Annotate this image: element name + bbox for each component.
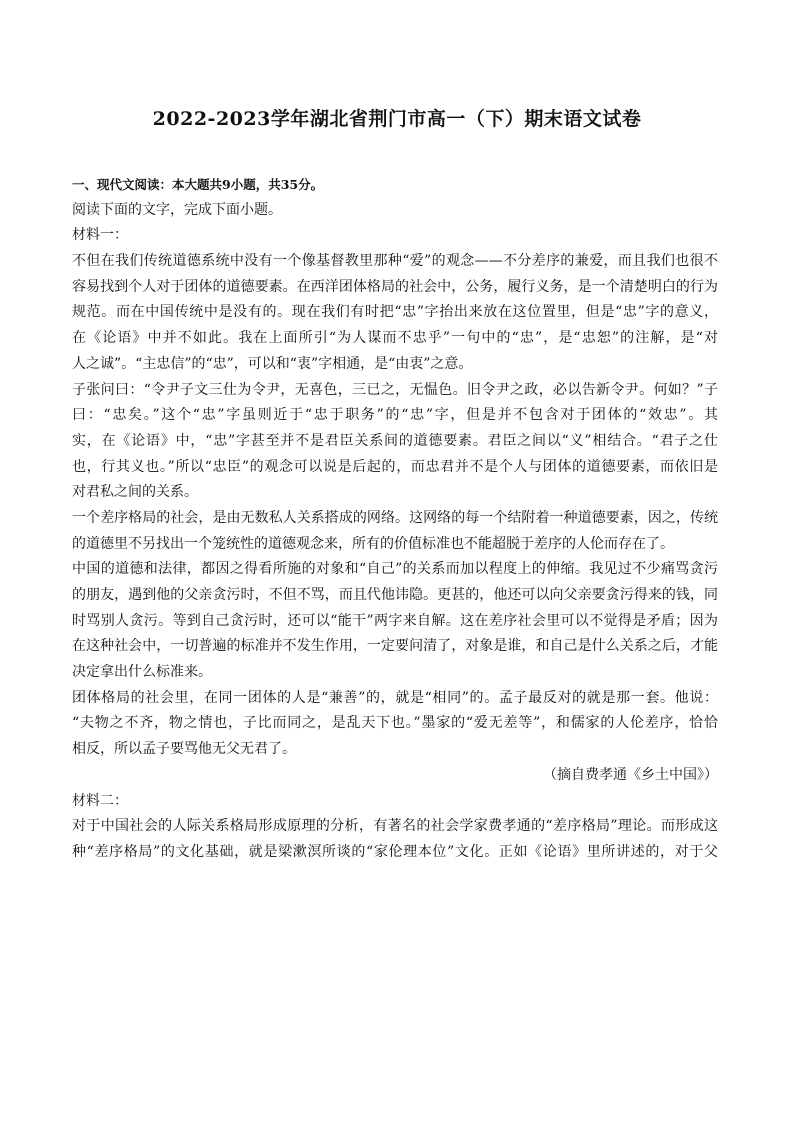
paragraph-line: 对君私之间的关系。 (72, 484, 198, 501)
paragraph-line: 对于中国社会的人际关系格局形成原理的分析，有著名的社会学家费孝通的“差序格局”理论。而形成这 (72, 818, 718, 835)
instruction-text: 阅读下面的文字，完成下面小题。 (72, 201, 282, 218)
paragraph-line: 在这种社会中，一切普遍的标准并不发生作用，一定要问清了，对象是谁，和自己是什么关系之后，才能 (72, 638, 718, 655)
exam-title: 2022-2023学年湖北省荆门市高一（下）期末语文试卷 (152, 108, 642, 130)
material2-body (72, 814, 718, 865)
material1-source: （摘自费孝通《乡土中国》） (543, 766, 718, 783)
material1-label: 材料一： (72, 227, 128, 244)
paragraph-line: 时骂别人贪污。等到自己贪污时，还可以“能干”两字来自解。这在差序社会里可以不觉得是矛盾；因为 (72, 612, 718, 629)
paragraph-line: 一个差序格局的社会，是由无数私人关系搭成的网络。这网络的每一个结附着一种道德要素，因之，传统 (72, 509, 718, 526)
paragraph-line: 在《论语》中并不如此。我在上面所引“为人谋而不忠乎”一句中的“忠”，是“忠恕”的注解，是“对 (72, 330, 718, 347)
paragraph-line: 团体格局的社会里，在同一团体的人是“兼善”的，就是“相同”的。孟子最反对的就是那一套。他说： (72, 689, 718, 706)
paragraph-line: 种“差序格局”的文化基础，就是梁漱溟所谈的“家伦理本位”文化。正如《论语》里所讲述的，对于父 (72, 843, 718, 860)
material1-body (72, 249, 718, 763)
paragraph-line: 人之诚”。“主忠信”的“忠”，可以和“衷”字相通，是“由衷”之意。 (72, 355, 473, 372)
paragraph-line: 容易找到个人对于团体的道德要素。在西洋团体格局的社会中，公务，履行义务，是一个清楚明白的行为 (72, 278, 718, 295)
section-header: 一、现代文阅读：本大题共9小题，共35分。 (72, 177, 324, 192)
paragraph-line: 曰：“忠矣。”这个“忠”字虽则近于“忠于职务”的“忠”字，但是并不包含对于团体的“效忠”。其 (72, 407, 718, 424)
paragraph-line: 子张问曰：“令尹子文三仕为令尹，无喜色，三已之，无愠色。旧令尹之政，必以告新令尹。何如？”子 (72, 381, 718, 398)
paragraph-line: 的朋友，遇到他的父亲贪污时，不但不骂，而且代他讳隐。更甚的，他还可以向父亲要贪污得来的钱，同 (72, 587, 718, 603)
paragraph-line: 规范。而在中国传统中是没有的。现在我们有时把“忠”字抬出来放在这位置里，但是“忠”字的意义， (72, 304, 718, 321)
exam-content (72, 172, 718, 866)
material2-label: 材料二： (72, 792, 128, 809)
paragraph-line: 相反，所以孟子要骂他无父无君了。 (72, 741, 296, 758)
paragraph-line: 不但在我们传统道德系统中没有一个像基督教里那种“爱”的观念——不分差序的兼爱，而且我们也很不 (72, 253, 718, 270)
paragraph-line: 的道德里不另找出一个笼统性的道德观念来，所有的价值标准也不能超脱于差序的人伦而存在了。 (72, 535, 674, 552)
paragraph-line: 中国的道德和法律，都因之得看所施的对象和“自己”的关系而加以程度上的伸缩。我见过不少痛骂贪污 (72, 561, 718, 578)
paragraph-line: 也，行其义也。”所以“忠臣”的观念可以说是后起的，而忠君并不是个人与团体的道德要素，而依旧是 (72, 458, 718, 475)
paragraph-line: “夫物之不齐，物之情也，子比而同之，是乱天下也。”墨家的“爱无差等”，和儒家的人伦差序，恰恰 (72, 715, 718, 732)
paragraph-line: 实，在《论语》中，“忠”字甚至并不是君臣关系间的道德要素。君臣之间以“义”相结合。“君子之仕 (72, 432, 718, 449)
paragraph-line: 决定拿出什么标准来。 (72, 664, 212, 681)
